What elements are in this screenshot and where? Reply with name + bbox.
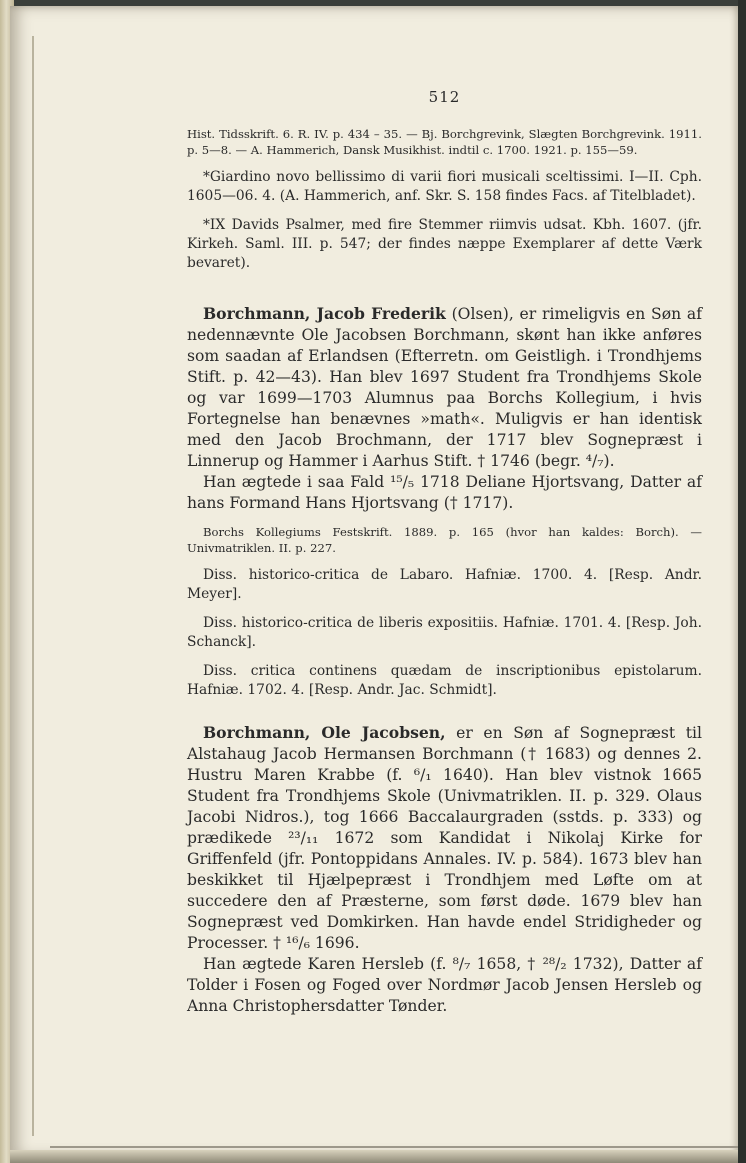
entry-body: er en Søn af Sognepræst til Alstahaug Jacob Hermansen Borchmann († 1683) og dennes 2. Hustru Maren Krabbe (f. ⁶/₁ 1640). Han blev vistnok 1665 Student fra Trondhjems Skole (Univmatriklen. II. p. 329. Olaus Jacobi Nidros.), tog 1666 Baccalaurgraden (sstds. p. 333) og prædikede ²³/₁₁ 1672 som Kandidat i Nikolaj Kirke for Griffenfeld (jfr. Pontoppidans Annales. IV. p. 584). 1673 blev han beskikket til Hjælpepræst i Trondhjem med Løfte om at succedere den af Præsterne, som først døde. 1679 blev han Sognepræst ved Domkirken. Han havde endel Stridigheder og Processer. † ¹⁶/₆ 1696. [187, 724, 702, 952]
reference-hist-tidsskrift: Hist. Tidsskrift. 6. R. IV. p. 434 – 35. — Bj. Borchgrevink, Slægten Borchgrevink. 1911. p. 5—8. — A. Hammerich, Dansk Musikhist. indtil c. 1700. 1921. p. 155—59. [187, 127, 702, 157]
entry-ole-jacobsen [187, 722, 702, 954]
work-giardino: *Giardino novo bellissimo di varii fiori musicali sceltissimi. I—II. Cph. 1605—06. 4. (A. Hammerich, anf. Skr. S. 158 findes Facs. af Titelbladet). [187, 169, 702, 204]
entry-body: (Olsen), er rimeligvis en Søn af nedennævnte Ole Jacobsen Borchmann, skønt han ikke anføres som saadan af Erlandsen (Efterretn. om Geistligh. i Trondhjems Stift. p. 42—43). Han blev 1697 Student fra Trondhjems Skole og var 1699—1703 Alumnus paa Borchs Kollegium, i hvis Fortegnelse han benævnes »math«. Muligvis er han identisk med den Jacob Brochmann, der 1717 blev Sognepræst i Linnerup og Hammer i Aarhus Stift. † 1746 (begr. ⁴/₇). [187, 305, 702, 470]
gutter-line [32, 36, 34, 1136]
work-davids-psalmer: *IX Davids Psalmer, med fire Stemmer riimvis udsat. Kbh. 1607. (jfr. Kirkeh. Saml. III. p. 547; der findes næppe Exemplarer af dette Værk bevaret). [187, 217, 702, 271]
entry-heading: Borchmann, Jacob Frederik [203, 304, 446, 323]
work-inscriptionibus: Diss. critica continens quædam de inscriptionibus epistolarum. Hafniæ. 1702. 4. [Resp. Andr. Jac. Schmidt]. [187, 663, 702, 698]
entry-heading: Borchmann, Ole Jacobsen, [203, 723, 446, 742]
page-text [187, 88, 702, 1017]
work-liberis: Diss. historico-critica de liberis expositiis. Hafniæ. 1701. 4. [Resp. Joh. Schanck]. [187, 615, 702, 650]
entry-marriage: Han ægtede Karen Hersleb (f. ⁸/₇ 1658, † ²⁸/₂ 1732), Datter af Tolder i Fosen og Foged over Nordmør Jacob Jensen Hersleb og Anna Christophersdatter Tønder. [187, 955, 702, 1015]
entry-marriage: Han ægtede i saa Fald ¹⁵/₅ 1718 Deliane Hjortsvang, Datter af hans Formand Hans Hjortsvang († 1717). [187, 473, 702, 512]
bottom-rule [50, 1146, 740, 1148]
right-page-edge [738, 0, 746, 1163]
reference-borchs: Borchs Kollegiums Festskrift. 1889. p. 165 (hvor han kaldes: Borch). — Univmatriklen. II. p. 227. [187, 525, 702, 555]
work-labaro: Diss. historico-critica de Labaro. Hafniæ. 1700. 4. [Resp. Andr. Meyer]. [187, 567, 702, 602]
entry-jacob-frederik [187, 303, 702, 472]
bottom-page-edge [10, 1150, 738, 1163]
page-number: 512 [428, 88, 461, 106]
